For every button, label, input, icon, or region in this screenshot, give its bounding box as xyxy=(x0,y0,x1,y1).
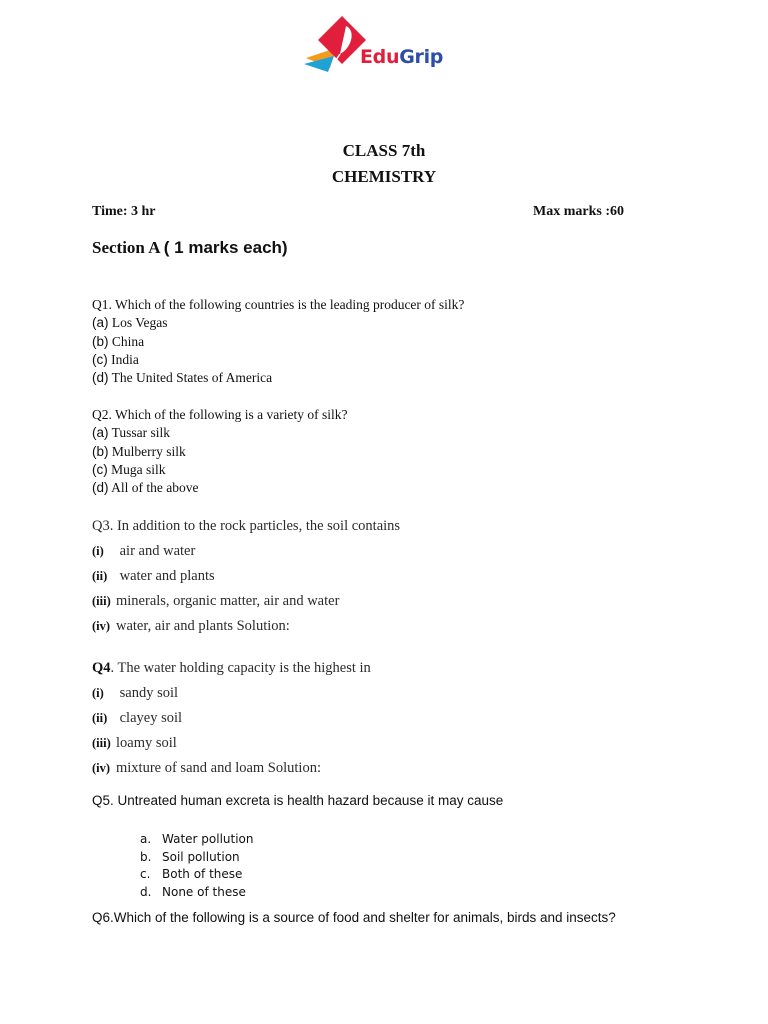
option-text: mixture of sand and loam Solution: xyxy=(116,760,321,776)
option-text: sandy soil xyxy=(119,685,179,701)
option-text: The United States of America xyxy=(111,370,273,386)
option-label: (c) xyxy=(92,461,108,477)
option-label: (i) xyxy=(92,686,104,700)
option-label: (iv) xyxy=(92,619,111,633)
section-title: Section A xyxy=(92,238,160,257)
option xyxy=(92,589,400,614)
option-label: (d) xyxy=(92,370,109,386)
option-text: water and plants xyxy=(119,568,215,584)
option-text: All of the above xyxy=(111,480,199,496)
option-label: (iii) xyxy=(92,594,111,608)
option xyxy=(92,564,400,589)
option xyxy=(92,681,371,706)
section-heading xyxy=(92,238,288,258)
option-label: (b) xyxy=(92,333,109,349)
option xyxy=(92,314,464,332)
logo-text xyxy=(360,46,443,68)
question-6-text: Q6.Which of the following is a source of food and shelter for animals, birds and insects? xyxy=(92,910,616,925)
option-text: India xyxy=(111,351,139,367)
question-5-options xyxy=(140,831,254,902)
option-text: China xyxy=(111,333,145,349)
option-label: b. xyxy=(140,849,152,864)
section-marks: ( 1 marks each) xyxy=(163,238,288,257)
option-label: (c) xyxy=(92,351,108,367)
option-label: (b) xyxy=(92,443,109,459)
option-label: d. xyxy=(140,885,152,900)
option-text: Water pollution xyxy=(162,832,254,846)
question-4 xyxy=(92,656,371,781)
option-text: Tussar silk xyxy=(111,425,171,441)
option xyxy=(92,756,371,781)
option-label: (iii) xyxy=(92,736,111,750)
option xyxy=(92,424,347,442)
option xyxy=(92,539,400,564)
option xyxy=(92,461,347,479)
option-label: (d) xyxy=(92,480,109,496)
option-label: (a) xyxy=(92,315,109,331)
question-text xyxy=(92,656,371,681)
question-1 xyxy=(92,296,464,387)
option-label: (i) xyxy=(92,544,104,558)
option-text: Mulberry silk xyxy=(111,443,186,459)
option-text: clayey soil xyxy=(119,710,183,726)
option-text: None of these xyxy=(162,885,246,900)
option xyxy=(140,831,254,849)
question-text: Q1. Which of the following countries is the leading producer of silk? xyxy=(92,297,465,312)
max-marks-label: Max marks :60 xyxy=(533,204,624,219)
option-label: (ii) xyxy=(92,711,108,725)
question-text: Q2. Which of the following is a variety of silk? xyxy=(92,407,348,422)
option-label: (iv) xyxy=(92,761,111,775)
option-text: Soil pollution xyxy=(162,849,240,864)
option-text: minerals, organic matter, air and water xyxy=(116,593,340,609)
option xyxy=(140,884,254,902)
option-text: water, air and plants Solution: xyxy=(116,618,290,634)
option-text: Both of these xyxy=(162,867,243,882)
option-text: air and water xyxy=(119,543,196,559)
option xyxy=(140,866,254,884)
option xyxy=(92,731,371,756)
logo-text-grip: Grip xyxy=(399,46,444,68)
question-5-text: Q5. Untreated human excreta is health hazard because it may cause xyxy=(92,793,504,808)
question-text: Q3. In addition to the rock particles, the soil contains xyxy=(92,518,401,534)
option xyxy=(92,614,400,639)
question-3 xyxy=(92,514,400,639)
logo-text-edu: Edu xyxy=(360,46,400,68)
option xyxy=(92,351,464,369)
option-text: Los Vegas xyxy=(111,315,168,331)
option xyxy=(140,849,254,867)
question-number: Q4 xyxy=(92,660,111,676)
question-body: . The water holding capacity is the highest in xyxy=(110,660,371,676)
option-label: (ii) xyxy=(92,569,108,583)
option xyxy=(92,443,347,461)
option-label: (a) xyxy=(92,425,109,441)
option xyxy=(92,706,371,731)
question-2 xyxy=(92,406,347,497)
time-label: Time: 3 hr xyxy=(92,204,156,219)
option-text: Muga silk xyxy=(111,461,166,477)
option-label: a. xyxy=(140,832,152,846)
subject-title: CHEMISTRY xyxy=(331,167,437,186)
edugrip-logo xyxy=(300,16,450,72)
class-title: CLASS 7th xyxy=(342,141,426,160)
option-label: c. xyxy=(140,867,151,882)
option xyxy=(92,479,347,497)
option xyxy=(92,333,464,351)
option-text: loamy soil xyxy=(116,735,177,751)
option xyxy=(92,369,464,387)
